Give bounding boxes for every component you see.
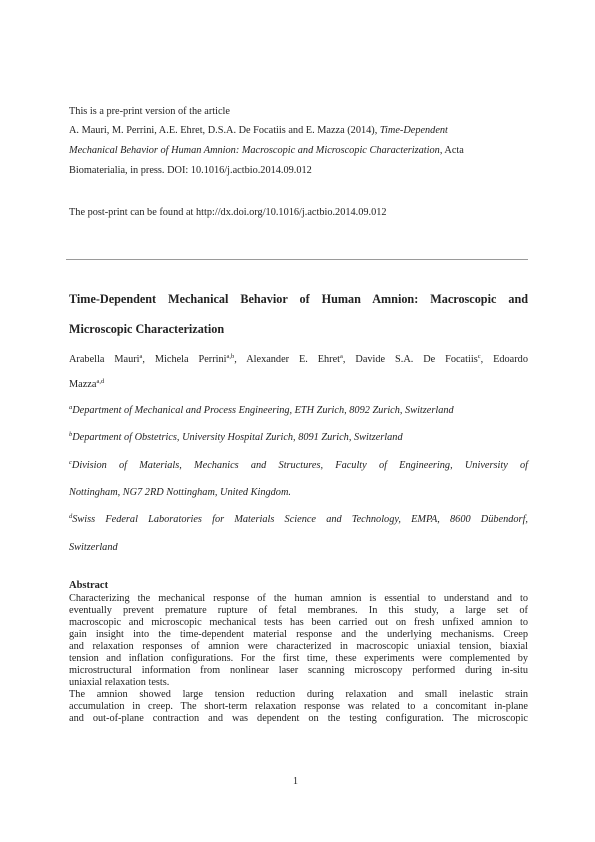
page-number: 1 — [293, 776, 298, 787]
abstract-line: Characterizing the mechanical response of the human amnion is essential to understand and to — [69, 593, 528, 604]
author-name: Edoardo — [493, 354, 528, 365]
citation-journal-start: , Acta — [439, 145, 464, 156]
abstract-line: The amnion showed large tension reduction during relaxation and small inelastic strain — [69, 689, 528, 700]
preprint-notice: This is a pre-print version of the article — [69, 106, 230, 117]
abstract-line: uniaxial relaxation tests. — [69, 677, 170, 688]
affiliation-d-continued: Switzerland — [69, 542, 118, 553]
author-affiliation-marker: a,b — [226, 353, 235, 360]
author-affiliation-marker: a — [139, 353, 143, 360]
author-name: Michela Perrini — [154, 354, 227, 365]
affiliation-b: $^b$Department of Obstetrics, University Hospital Zurich, 8091 Zurich, Switzerland — [69, 431, 403, 443]
abstract-line: gain insight into the time-dependent material response and the underlying mechanisms. Creep — [69, 629, 528, 640]
author-name: Mazza — [69, 379, 97, 390]
citation-title-rest: Mechanical Behavior of Human Amnion: Macroscopic and Microscopic Characterization — [69, 145, 440, 156]
abstract-line: eventually prevent premature rupture of fetal membranes. In this study, a large set of — [69, 605, 528, 616]
citation-line-1 — [69, 125, 448, 137]
author-name: Davide S.A. De Focatiis — [355, 354, 478, 365]
affiliation-c-continued: Nottingham, NG7 2RD Nottingham, United Kingdom. — [69, 487, 291, 498]
author-name: Alexander E. Ehret — [246, 354, 341, 365]
horizontal-divider — [66, 259, 528, 260]
affiliation-c: $^c$Division of Materials, Mechanics and Structures, Faculty of Engineering, University of — [69, 459, 528, 471]
abstract-line: microstructural information from nonlinear laser scanning microscopy performed during in-situ — [69, 665, 528, 676]
paper-title-line-1: Time-Dependent Mechanical Behavior of Human Amnion: Macroscopic and — [69, 292, 528, 306]
abstract-line: tension and inflation configurations. For the first time, these experiments were complemented by — [69, 653, 528, 664]
affiliation-a: $^a$Department of Mechanical and Process Engineering, ETH Zurich, 8092 Zurich, Switzerland — [69, 404, 454, 416]
author-list-line-2 — [69, 379, 528, 390]
affiliation-marker: d — [69, 513, 73, 520]
citation-line-2 — [69, 145, 464, 157]
author-list-line-1: Arabella Mauri$^a$, Michela Perrini$^{a,b}$, Alexander E. Ehret$^a$, Davide S.A. De Focatiis$^c$, Edoardo — [69, 353, 528, 365]
author-affiliation-marker: c — [477, 353, 481, 360]
abstract-line: macroscopic and microscopic mechanical tests has been carried out on fresh unfixed amnion to — [69, 617, 528, 628]
affiliation-marker: c — [69, 459, 72, 466]
paper-title-line-2: Microscopic Characterization — [69, 322, 225, 336]
author-affiliation-marker: a — [340, 353, 343, 360]
abstract-line: accumulation in creep. The short-term relaxation response was related to a concomitant in-plane — [69, 701, 528, 712]
abstract-line: and relaxation responses of amnion were characterized in macroscopic uniaxial tension, biaxial — [69, 641, 528, 652]
affiliation-marker: a — [69, 404, 73, 411]
citation-title-start: Time-Dependent — [379, 125, 448, 136]
citation-line-3: Biomaterialia, in press. DOI: 10.1016/j.actbio.2014.09.012 — [69, 165, 312, 176]
affiliation-d: $^d$Swiss Federal Laboratories for Materials Science and Technology, EMPA, 8600 Dübendorf, — [69, 513, 528, 525]
postprint-notice: The post-print can be found at http://dx.doi.org/10.1016/j.actbio.2014.09.012 — [69, 207, 387, 218]
affiliation-marker: b — [69, 431, 73, 438]
citation-authors: A. Mauri, M. Perrini, A.E. Ehret, D.S.A. De Focatiis and E. Mazza (2014), — [69, 125, 380, 136]
author-name: Arabella Mauri — [69, 354, 140, 365]
author-affiliation-marker: a,d — [96, 378, 105, 385]
abstract-heading: Abstract — [69, 580, 109, 591]
abstract-line: and out-of-plane contraction and was dependent on the testing configuration. The microscopic — [69, 713, 528, 724]
